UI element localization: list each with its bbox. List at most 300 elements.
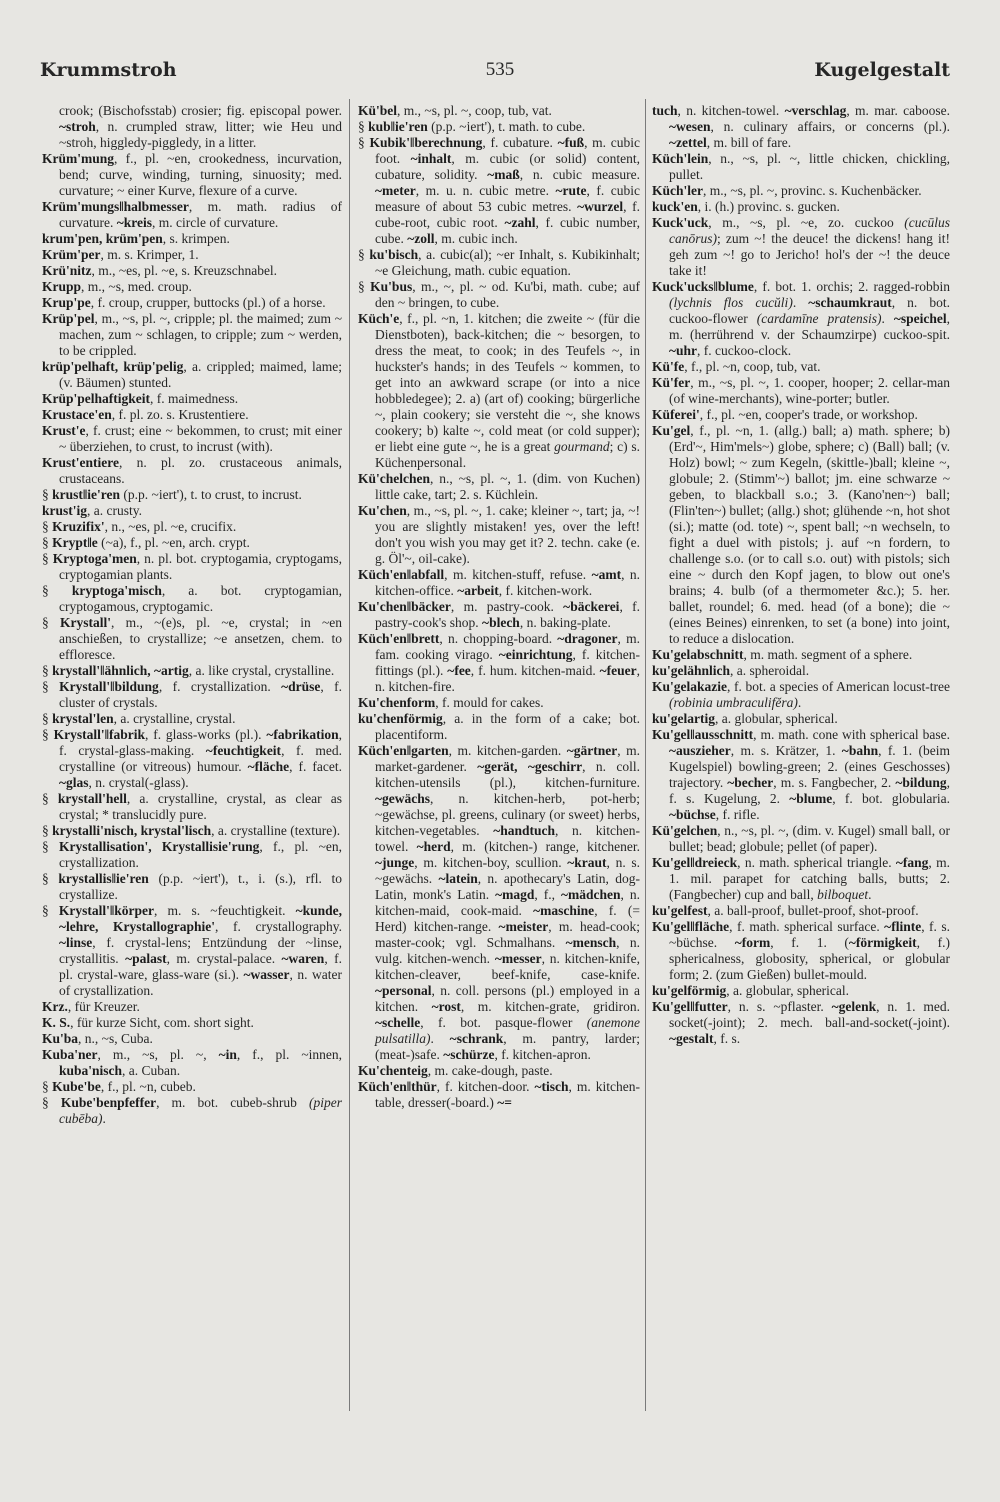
entry-text: , n. coll. kitchen-utensils (pl.), kitchen-furniture. (375, 759, 640, 790)
entry-text: , f. pastry-cook's shop. (375, 599, 640, 630)
column-1 (42, 103, 342, 1127)
entry-text: , m. kitchen-garden. (448, 743, 567, 758)
subentry-headword: ~gewächs (375, 791, 431, 806)
entry-text: , a. Cuban. (122, 1063, 181, 1078)
dictionary-entry (42, 615, 342, 663)
entry-text: § (42, 871, 59, 886)
entry-text: § (42, 727, 54, 742)
entry-headword: Küch'e (358, 311, 400, 326)
entry-text: , m. (kitchen-) range, kitchener. (450, 839, 640, 854)
dictionary-entry (652, 919, 950, 983)
entry-headword: krystallis‖ie'ren (58, 871, 149, 886)
entry-text: , m. cake-dough, paste. (427, 1063, 553, 1078)
dictionary-entry (358, 695, 640, 711)
subentry-headword: ~kunde, ~lehre, Krystallographie' (59, 903, 342, 934)
dictionary-entry (652, 359, 950, 375)
entry-text: , n., ~s, pl. ~, 1. (dim. von Kuchen) little cake, tart; 2. s. Küchlein. (375, 471, 640, 502)
entry-text: , f. kitchen-apron. (494, 1047, 591, 1062)
subentry-headword: ~bildung (895, 775, 947, 790)
subentry-headword: ~förmigkeit (848, 935, 917, 950)
subentry-headword: ~schrank (449, 1031, 504, 1046)
entry-headword: Küch'en‖thür (358, 1079, 437, 1094)
entry-text: , f. crystallization. (158, 679, 282, 694)
entry-text: , n. s. ~gewächs. (375, 855, 640, 886)
entry-headword: Krüp'pelhaftigkeit (42, 391, 151, 406)
entry-headword: tuch (652, 103, 678, 118)
dictionary-entry (42, 1015, 342, 1031)
entry-text: , f. crust; eine ~ bekommen, to crust; mit einer ~ überziehen, to crust, to incrust (with). (59, 423, 342, 454)
entry-text: , m. u. n. cubic metre. (415, 183, 556, 198)
entry-text: , n. crumpled straw, litter; wie Heu und ~stroh, higgledy-piggledy, in a litter. (59, 119, 342, 150)
entry-text: § (358, 279, 371, 294)
entry-text: , m. (herrührend v. der Schaumzirpe) cuckoo-spit. (669, 311, 951, 342)
entry-text: , n. apothecary's Latin, dog-Latin, monk's Latin. (375, 871, 640, 902)
entry-headword: Kuck'ucks‖blume (652, 279, 754, 294)
subentry-headword: ~einrichtung (498, 647, 573, 662)
entry-text: (p.p. ~iert'), t. to crust, to incrust. (120, 487, 302, 502)
dictionary-entry (42, 279, 342, 295)
subentry-headword: ~form (734, 935, 771, 950)
dictionary-entry (358, 311, 640, 471)
dictionary-entry (42, 407, 342, 423)
entry-headword: Ku'chenform (358, 695, 436, 710)
italic-term: (anemone pulsatilla) (375, 1015, 640, 1046)
entry-text: , n. kitchen-herb, pot-herb; ~gewächse, pl. greens, culinary (or sweet) herbs, kitchen-vegetables. (375, 791, 640, 838)
entry-text: , n., ~s, pl. ~, little chicken, chickling, pullet. (669, 151, 950, 182)
entry-headword: Kü'fer (652, 375, 691, 390)
entry-text: , f. (= Herd) kitchen-range. (375, 903, 640, 934)
entry-headword: Ku'gel‖ausschnitt (652, 727, 754, 742)
italic-term: (cucūlus canōrus) (669, 215, 950, 246)
entry-text: , n., ~s, pl. ~, (dim. v. Kugel) small ball, or bullet; bead; globule; pellet (of paper). (669, 823, 950, 854)
subentry-headword: ~büchse (669, 807, 716, 822)
entry-headword: Krüm'per (42, 247, 101, 262)
dictionary-entry (652, 407, 950, 423)
entry-text: § (358, 247, 370, 262)
subentry-headword: ~blech (482, 615, 520, 630)
dictionary-entry (358, 135, 640, 247)
entry-text: , a. crystalline (texture). (211, 823, 341, 838)
dictionary-entry (42, 1047, 342, 1079)
entry-headword: Kü'fe (652, 359, 685, 374)
dictionary-entry (42, 503, 342, 519)
entry-text: , f., pl. ~n, coop, tub, vat. (684, 359, 821, 374)
entry-text: , f., pl. ~n, cubeb. (100, 1079, 196, 1094)
entry-text: , m. s. Krätzer, 1. (730, 743, 842, 758)
dictionary-entry (42, 535, 342, 551)
subentry-headword: ~bäckerei (563, 599, 620, 614)
entry-text: , f. kitchen-fittings (pl.). (375, 647, 640, 678)
entry-text: , n. coll. persons (pl.) employed in a kitchen. (375, 983, 640, 1014)
dictionary-entry (652, 679, 950, 711)
subentry-headword: ~bahn (841, 743, 879, 758)
entry-text: , n. vulg. kitchen-wench. (375, 935, 641, 966)
subentry-headword: ~speichel (893, 311, 947, 326)
entry-text: , f. 1. (beim Kugelspiel) bowling-green; 2. (eines Geschosses) trajectory. (669, 743, 950, 790)
entry-text: , n. bot. cuckoo-flower (669, 295, 950, 326)
subentry-headword: ~mensch (565, 935, 617, 950)
entry-text: . (792, 295, 809, 310)
dictionary-entry (358, 599, 640, 631)
entry-text: , m., ~s, pl. ~, provinc. s. Kuchenbäcker. (703, 183, 922, 198)
entry-text: , m., ~s, pl. ~, 1. cooper, hooper; 2. cellar-man (of wine-merchants), wine-porter; butler. (669, 375, 950, 406)
dictionary-entry (42, 679, 342, 711)
dictionary-entry (42, 359, 342, 391)
entry-text: , m., ~s, pl. ~, 1. cake; kleiner ~, tart; ja, ~! you are slightly mistaken! yes, over the left! don't you wish you may get it? 2. techn. cake (e. g. Öl'~, oil-cake). (375, 503, 640, 566)
entry-text: , m., ~, pl. ~ od. Ku'bi, math. cube; auf den ~ bringen, to cube. (375, 279, 640, 310)
entry-headword: Kuba'ner (42, 1047, 98, 1062)
entry-text: § (42, 791, 58, 806)
dictionary-entry (652, 279, 950, 359)
entry-text: , m. market-gardener. (375, 743, 640, 774)
dictionary-entry (42, 455, 342, 487)
entry-text: , f. crystallography. (215, 919, 342, 934)
entry-text: (p.p. ~iert'), t. math. to cube. (427, 119, 586, 134)
entry-text: , m. kitchen-boy, scullion. (414, 855, 568, 870)
dictionary-entry (358, 711, 640, 743)
dictionary-entry (652, 663, 950, 679)
subentry-headword: ~glas (59, 775, 89, 790)
entry-headword: Krü'nitz (42, 263, 92, 278)
entry-text: , für Kreuzer. (67, 999, 140, 1014)
dictionary-entry (652, 711, 950, 727)
running-head-last-word: Kugelgestalt (814, 59, 950, 81)
subentry-headword: ~junge (375, 855, 415, 870)
subentry-headword: ~gestalt (669, 1031, 714, 1046)
entry-text: § (42, 1079, 53, 1094)
entry-headword: Krystall'‖körper (58, 903, 155, 918)
entry-headword: ku'bisch (369, 247, 419, 262)
entry-text: , f. cuckoo-clock. (697, 343, 792, 358)
entry-text: , f. rifle. (715, 807, 760, 822)
entry-headword: Küch'en‖abfall (358, 567, 445, 582)
entry-headword: Ku'chenteig (358, 1063, 428, 1078)
subentry-headword: ~verschlag (784, 103, 847, 118)
entry-text: § (42, 903, 59, 918)
dictionary-entry (652, 999, 950, 1047)
entry-text: ; zum ~! the deuce! the dickens! hang it! geh zum ~! go to Jericho! hol's der ~! the deuce take it! (669, 231, 950, 278)
subentry-headword: ~personal (375, 983, 432, 998)
subentry-headword: ~kreis (116, 215, 152, 230)
entry-text: § (42, 823, 53, 838)
entry-headword: Ku'gelabschnitt (652, 647, 744, 662)
subentry-headword: ~uhr (669, 343, 698, 358)
entry-text: , n., ~es, pl. ~e, crucifix. (104, 519, 237, 534)
entry-headword: Kü'gelchen (652, 823, 718, 838)
dictionary-entry (358, 471, 640, 503)
entry-text: , n. kitchen-knife, kitchen-cleaver, beef-knife, case-knife. (375, 951, 640, 982)
entry-text: , f. facet. (289, 759, 342, 774)
entry-text: , f., pl. ~en, crookedness, incurvation, bend; curve, winding, turning, sinuosity; med. curvature; ~ einer Kurve, flexure of a curve. (59, 151, 342, 198)
entry-text: , m., ~s, med. croup. (81, 279, 192, 294)
entry-text: , m., ~s, pl. ~, coop, tub, vat. (397, 103, 552, 118)
entry-text: , f., pl. ~n, 1. (allg.) ball; a) math. sphere; b) (Erd'~, Him'mels~) globe, sphere; c) (Ball) ball; (v. Holz) bowl; ~ zum Kegeln, (skittle-)ball; kleine ~, globule; 2. (Stimm'~) ballot; jm. eine schwarze ~ geben, to blackball s.o.; 3. (Kano'nen~) ball; (Flin'ten~) bullet; (allg.) shot; glühende ~n, hot shot (si.); matte (od. tote) ~, spent ball; ~n wechseln, to fight a duel with pistols; j. auf ~n fordern, to challenge s.o. (or to call s.o. out) with pistols; sich eine ~ durch den Kopf jagen, to blow out one's brains; 4. bulb (of a thermometer &c.); 5. her. ballet, roundel; 6. med. head (of a bone); die ~ (eines Beines) einrenken, to set (a bone) into joint, to reduce a dislocation. (669, 423, 950, 646)
subentry-headword: ~messer (494, 951, 542, 966)
subentry-headword: ~= (497, 1095, 512, 1110)
subentry-headword: ~in (218, 1047, 237, 1062)
dictionary-entry (358, 503, 640, 567)
dictionary-entry (358, 247, 640, 279)
entry-text: , n. kitchen-office. (375, 567, 640, 598)
column-2 (358, 103, 640, 1111)
subentry-headword: ~maß (487, 167, 520, 182)
entry-text: , s. krimpen. (162, 231, 230, 246)
entry-text: , m. cubic (or solid) content, cubature, solidity. (375, 151, 640, 182)
entry-text: , m. pantry, larder; (meat-)safe. (375, 1031, 641, 1062)
entry-text: , f. s. (713, 1031, 741, 1046)
entry-headword: kryptoga'misch (71, 583, 162, 598)
italic-term: gourmand (554, 439, 610, 454)
subentry-headword: ~waren (281, 951, 325, 966)
entry-text: , n. culinary affairs, or concerns (pl.). (710, 119, 950, 134)
dictionary-entry (358, 1079, 640, 1111)
entry-headword: ku'gelförmig (652, 983, 727, 998)
dictionary-entry (42, 519, 342, 535)
entry-text: , f. hum. kitchen-maid. (470, 663, 600, 678)
entry-text: , m. fam. cooking virago. (375, 631, 640, 662)
entry-text: , m., ~s, pl. ~e, zo. cuckoo (708, 215, 905, 230)
entry-text: , m. kitchen-grate, gridiron. (460, 999, 640, 1014)
entry-headword: Krüp'pel (42, 311, 95, 326)
entry-text: , f.) sphericalness, globosity, spherical, or globular form; 2. (zum Gießen) bullet-mould. (669, 935, 950, 982)
entry-headword: Kube'be (52, 1079, 101, 1094)
entry-text: , m. crystal-palace. (166, 951, 282, 966)
entry-text: , f. crystal-lens; Entzündung der ~linse, crystallitis. (59, 935, 342, 966)
entry-text: , n. crystal(-glass). (88, 775, 189, 790)
subentry-headword: ~amt (591, 567, 622, 582)
entry-text: , m. cubic foot. (375, 135, 640, 166)
entry-text: , f. bot. 1. orchis; 2. ragged-robbin (753, 279, 950, 294)
entry-text: , a. globular, spherical. (726, 983, 850, 998)
entry-text: , m. pastry-cook. (450, 599, 564, 614)
entry-text: , n. kitchen-fire. (375, 663, 640, 694)
entry-text: , f., pl. ~n, 1. kitchen; die zweite ~ (für die Dienstboten), back-kitchen; die ~ besorgen, to dress the meat, to cook; in des Teufels ~, in huckster's hands; in des Teufels ~ kommen, to get into an awkward scrape (or into a nice hobbledegee); 2. a) (art of) cooking; bürgerliche ~, plain cookery; sie versteht die ~, she knows cookery; b) kalte ~, cold meat (or cold supper); er liebt eine gute ~, he is a great (375, 311, 640, 454)
entry-headword: Krup'pe (42, 295, 91, 310)
subentry-headword: ~linse (59, 935, 93, 950)
subentry-headword: ~becher (727, 775, 774, 790)
entry-text: § (358, 119, 369, 134)
dictionary-entry (358, 743, 640, 1063)
subentry-headword: ~fang (895, 855, 929, 870)
entry-text: , m., ~es, pl. ~e, s. Kreuzschnabel. (91, 263, 278, 278)
entry-text: , f. math. spherical surface. (729, 919, 885, 934)
entry-headword: Ku'gel‖futter (652, 999, 728, 1014)
entry-text: , m. math. segment of a sphere. (743, 647, 913, 662)
entry-text: , a. in the form of a cake; bot. placentiform. (375, 711, 640, 742)
entry-text: § (42, 583, 72, 598)
subentry-headword: ~gelenk (831, 999, 877, 1014)
entry-text: , f. kitchen-door. (436, 1079, 535, 1094)
entry-text: § (42, 519, 53, 534)
dictionary-entry (358, 1063, 640, 1079)
column-3 (652, 103, 950, 1047)
entry-text: , m. 1. mil. parapet for catching balls, butts; 2. (Fangbecher) cup and ball, (669, 855, 950, 902)
entry-headword: krust‖ie'ren (52, 487, 121, 502)
entry-text: . (797, 695, 802, 710)
dictionary-entry (42, 1079, 342, 1095)
entry-text: , n. water of crystallization. (59, 967, 343, 998)
entry-text: , n., ~s, Cuba. (78, 1031, 153, 1046)
subentry-headword: ~wesen (669, 119, 711, 134)
dictionary-entry (358, 103, 640, 119)
entry-text: , f., pl. ~en, crystallization. (59, 839, 343, 870)
dictionary-entry (652, 903, 950, 919)
entry-text: ; c) s. Küchenpersonal. (375, 439, 640, 470)
entry-text: , n. 1. med. socket(-joint); 2. mech. ball-and-socket(-joint). (669, 999, 950, 1030)
entry-headword: Krystallisation', Krystallisie'rung (59, 839, 260, 854)
dictionary-entry (42, 871, 342, 903)
entry-text: , für kurze Sicht, com. short sight. (70, 1015, 254, 1030)
italic-term: (robinia umbraculifĕra) (669, 695, 798, 710)
subentry-headword: ~fläche (247, 759, 290, 774)
italic-term: (piper cubēba) (59, 1095, 342, 1126)
entry-text: , m., ~(e)s, pl. ~e, crystal; in ~en anschießen, to crystallize; ~e ansetzen, chem. to effloresce. (59, 615, 342, 662)
dictionary-entry (42, 263, 342, 279)
entry-text: § (42, 711, 53, 726)
entry-text: , f. pl. zo. s. Krustentiere. (111, 407, 249, 422)
dictionary-entry (42, 199, 342, 231)
entry-text: § (42, 487, 53, 502)
entry-text: , f. 1. ( (770, 935, 849, 950)
entry-text: , n. kitchen-towel. (375, 823, 640, 854)
dictionary-entry (42, 711, 342, 727)
dictionary-entry (42, 295, 342, 311)
subentry-headword: ~rost (431, 999, 461, 1014)
dictionary-entry (42, 247, 342, 263)
entry-headword: Krystall' (59, 615, 111, 630)
subentry-headword: ~wurzel (577, 199, 624, 214)
dictionary-entry (652, 215, 950, 279)
entry-headword: krum'pen, krüm'pen (42, 231, 163, 246)
subentry-headword: ~schelle (375, 1015, 421, 1030)
dictionary-entry (652, 983, 950, 999)
dictionary-entry (42, 791, 342, 823)
entry-text: , n. cubic measure. (519, 167, 640, 182)
entry-headword: Ku'bus (370, 279, 413, 294)
entry-text: , m. mar. caboose. (846, 103, 950, 118)
entry-text: , m., ~s, pl. ~, (97, 1047, 219, 1062)
entry-headword: Küch'ler (652, 183, 703, 198)
entry-text: , m. circle of curvature. (152, 215, 279, 230)
entry-headword: Krupp (42, 279, 82, 294)
dictionary-entry (358, 567, 640, 599)
entry-headword: Ku'gel‖fläche (652, 919, 730, 934)
entry-headword: ~stroh (59, 119, 96, 134)
subentry-headword: ~latein (438, 871, 478, 886)
dictionary-entry (358, 279, 640, 311)
entry-headword: Ku'ba (42, 1031, 79, 1046)
dictionary-entry (42, 839, 342, 871)
entry-text: , a. cubic(al); ~er Inhalt, s. Kubikinhalt; ~e Gleichung, math. cubic equation. (375, 247, 640, 278)
entry-headword: krystall'‖ähnlich, ~artig (52, 663, 189, 678)
entry-headword: Krystall'‖bildung (59, 679, 159, 694)
entry-headword: Krust'entiere (42, 455, 119, 470)
entry-headword: Küch'lein (652, 151, 709, 166)
entry-text: § (42, 679, 60, 694)
entry-headword: Küch'en‖brett (358, 631, 440, 646)
entry-text: , f. mould for cakes. (435, 695, 544, 710)
dictionary-entry (42, 903, 342, 999)
dictionary-entry (358, 631, 640, 695)
subentry-headword: ~schürze (443, 1047, 495, 1062)
entry-headword: Ku'chen‖bäcker (358, 599, 451, 614)
subentry-headword: ~auszieher (669, 743, 731, 758)
subentry-headword: ~inhalt (410, 151, 452, 166)
continued-entry (42, 103, 342, 151)
entry-text: , n. pl. bot. cryptogamia, cryptogams, cryptogamian plants. (59, 551, 343, 582)
entry-headword: Krypt‖e (52, 535, 98, 550)
entry-headword: Kruzifix' (52, 519, 105, 534)
subentry-headword: ~meister (498, 919, 549, 934)
entry-text: , m. head-cook; master-cook; vgl. Schmalhans. (375, 919, 640, 950)
entry-text: § (42, 535, 53, 550)
subentry-headword: kuba'nisch (59, 1063, 123, 1078)
entry-text: , f. glass-works (pl.). (144, 727, 267, 742)
entry-text: § (42, 1095, 61, 1110)
entry-text: § (358, 135, 370, 150)
dictionary-entry (42, 423, 342, 455)
dictionary-entry (652, 823, 950, 855)
entry-headword: Krustace'en (42, 407, 112, 422)
entry-headword: Krüm'mung (42, 151, 115, 166)
entry-headword: Küferei' (652, 407, 700, 422)
subentry-headword: ~zettel (669, 135, 707, 150)
entry-text: , a. crippled; maimed, lame; (v. Bäumen) stunted. (59, 359, 342, 390)
entry-text: , f., pl. ~en, cooper's trade, or workshop. (699, 407, 918, 422)
entry-headword: Ku'chen (358, 503, 407, 518)
entry-headword: Kü'bel (358, 103, 398, 118)
dictionary-entry (42, 1031, 342, 1047)
subentry-headword: ~magd (495, 887, 535, 902)
entry-text: § (42, 663, 53, 678)
entry-text: , f. cluster of crystals. (59, 679, 343, 710)
italic-term: (lychnis flos cucŭli) (669, 295, 793, 310)
dictionary-entry (42, 1095, 342, 1127)
entry-text: , f. cubic measure of about 53 cubic metres. (375, 183, 641, 214)
entry-headword: ku'chenförmig (358, 711, 443, 726)
entry-text: , n. chopping-board. (439, 631, 558, 646)
entry-text: , f. crystal-glass-making. (59, 727, 342, 758)
entry-headword: ku'gelartig (652, 711, 715, 726)
entry-text: § (42, 551, 53, 566)
dictionary-entry (42, 999, 342, 1015)
entry-headword: Kube'benpfeffer (60, 1095, 157, 1110)
entry-text: , f. med. crystalline (or vitreous) humour. (59, 743, 342, 774)
entry-text: , a. crystalline, crystal, as clear as crystal; * translucidly pure. (59, 791, 343, 822)
dictionary-entry (652, 375, 950, 407)
entry-headword: Küch'en‖garten (358, 743, 449, 758)
entry-text: , n. math. spherical triangle. (737, 855, 896, 870)
entry-text: , m. cubic inch. (434, 231, 518, 246)
italic-term: (cardamīne pratensis) (756, 311, 882, 326)
subentry-headword: ~meter (375, 183, 416, 198)
subentry-headword: ~maschine (533, 903, 595, 918)
entry-text: , m. s. Fangbecher, 2. (773, 775, 896, 790)
subentry-headword: ~zoll (407, 231, 435, 246)
dictionary-entry (652, 199, 950, 215)
entry-text: , f. kitchen-work. (498, 583, 593, 598)
entry-text: , f. croup, crupper, buttocks (pl.) of a horse. (90, 295, 326, 310)
subentry-headword: ~feuchtigkeit (205, 743, 282, 758)
dictionary-entry (42, 583, 342, 615)
entry-headword: Krystall'‖fabrik (53, 727, 145, 742)
entry-headword: Krz. (42, 999, 68, 1014)
page-number: 535 (485, 59, 515, 80)
dictionary-entry (652, 151, 950, 183)
column-rule (349, 99, 350, 1411)
entry-text: , n. kitchen-maid, cook-maid. (375, 887, 641, 918)
entry-headword: krystalli'nisch, krystal'lisch (52, 823, 212, 838)
